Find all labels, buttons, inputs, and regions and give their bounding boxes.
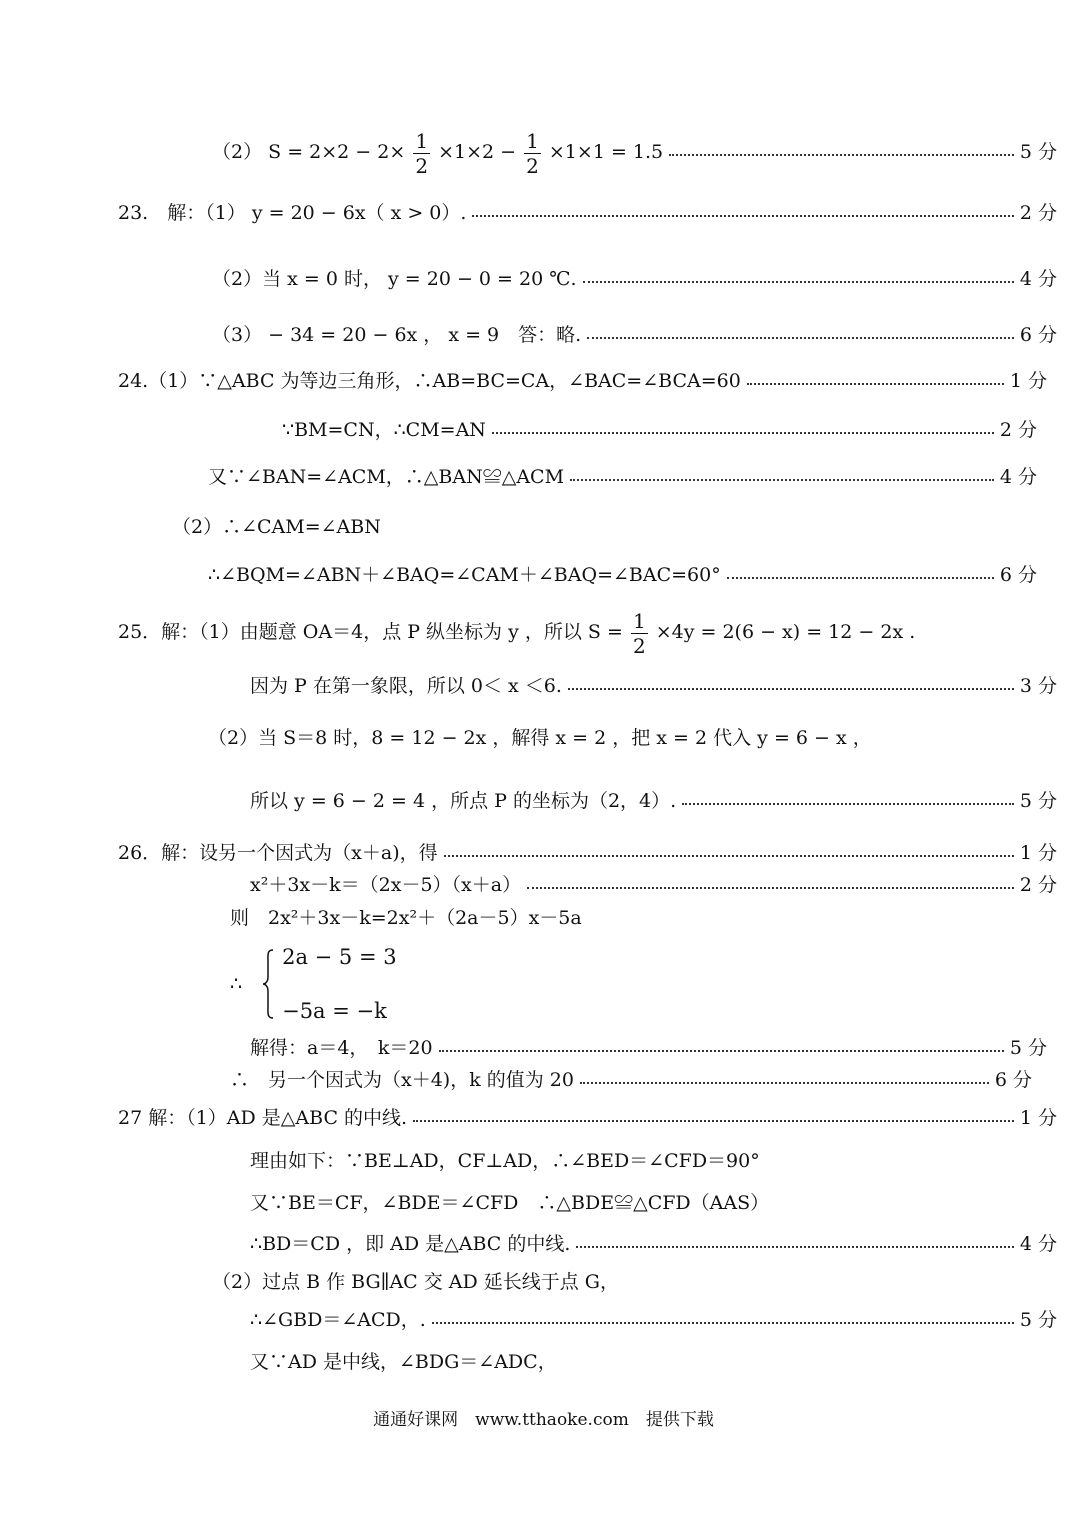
page-footer: 通通好课网 www.tthaoke.com 提供下载 xyxy=(373,1410,714,1430)
score: 4 分 xyxy=(1019,1233,1057,1255)
answer-text: 理由如下：∵BE⊥AD，CF⊥AD，∴∠BED＝∠CFD＝90° xyxy=(250,1150,760,1172)
line-26-1 xyxy=(118,838,1057,868)
fraction: $\frac{1}{2}$ xyxy=(415,128,429,178)
leader-dots xyxy=(576,1246,1013,1248)
line-24-4 xyxy=(172,512,381,542)
formula-text: ×1×1 = 1.5 xyxy=(548,141,664,163)
line-23-1 xyxy=(118,198,1057,228)
fraction: $\frac{1}{2}$ xyxy=(632,608,646,658)
line-27-4 xyxy=(250,1229,1057,1259)
line-25-2 xyxy=(250,671,1057,701)
answer-text: 25．解：（1）由题意 OA＝4，点 P 纵坐标为 y ，所以 S = xyxy=(118,621,629,643)
score: 5 分 xyxy=(1019,141,1057,163)
leader-dots xyxy=(727,577,994,579)
leader-dots xyxy=(583,281,1014,283)
score: 6 分 xyxy=(999,564,1037,586)
score: 5 分 xyxy=(1019,1309,1057,1331)
answer-text: 23. 解：（1） y = 20 − 6x（ x > 0）. xyxy=(118,202,467,224)
leader-dots xyxy=(492,432,994,434)
score: 4 分 xyxy=(1019,268,1057,290)
score: 5 分 xyxy=(1009,1037,1047,1059)
score: 1 分 xyxy=(1019,842,1057,864)
answer-text: 又∵BE＝CF，∠BDE＝∠CFD ∴△BDE≌△CFD（AAS） xyxy=(250,1192,770,1214)
answer-text: ∵BM=CN，∴CM=AN xyxy=(282,419,486,441)
line-23-3 xyxy=(212,320,1057,350)
equation-1: 2a − 5 = 3 xyxy=(282,945,397,969)
line-26-5 xyxy=(230,1065,1032,1095)
line-27-1 xyxy=(118,1103,1057,1133)
part-label: （2） xyxy=(212,141,263,163)
leader-dots xyxy=(568,688,1014,690)
line-25-4 xyxy=(250,786,1057,816)
leader-dots xyxy=(570,479,994,481)
leader-dots xyxy=(527,887,1014,889)
equation-2: −5a = −k xyxy=(282,999,387,1023)
score: 6 分 xyxy=(1019,324,1057,346)
score: 2 分 xyxy=(1019,202,1057,224)
leader-dots xyxy=(682,803,1014,805)
score: 1 分 xyxy=(1019,1107,1057,1129)
answer-text: ∴∠BQM=∠ABN＋∠BAQ=∠CAM＋∠BAQ=∠BAC=60° xyxy=(208,564,721,586)
left-brace-icon xyxy=(262,949,274,1019)
score: 2 分 xyxy=(999,419,1037,441)
leader-dots xyxy=(432,1322,1014,1324)
line-24-3 xyxy=(208,462,1037,492)
score: 5 分 xyxy=(1019,790,1057,812)
answer-text: 又∵∠BAN=∠ACM，∴△BAN≌△ACM xyxy=(208,466,565,488)
line-24-2 xyxy=(282,415,1037,445)
answer-text: （3） − 34 = 20 − 6x ， x = 9 答：略. xyxy=(212,324,582,346)
line-23-2 xyxy=(212,264,1057,294)
line-27-7 xyxy=(250,1347,557,1377)
answer-text: ∴ 另一个因式为（x＋4)，k 的值为 20 xyxy=(230,1069,574,1091)
line-26-3 xyxy=(230,903,582,933)
formula-text: S = 2×2 − 2× xyxy=(268,141,406,163)
fraction: $\frac{1}{2}$ xyxy=(526,128,539,178)
answer-text: 27 解：（1）AD 是△ABC 的中线. xyxy=(118,1107,408,1129)
answer-text: 因为 P 在第一象限，所以 0＜ x ＜6. xyxy=(250,675,562,697)
leader-dots xyxy=(587,337,1014,339)
equation-system xyxy=(230,944,397,1024)
answer-text: 又∵AD 是中线，∠BDG＝∠ADC， xyxy=(250,1351,557,1373)
answer-text: （2）当 x = 0 时， y = 20 − 0 = 20 ℃. xyxy=(212,268,577,290)
leader-dots xyxy=(413,1120,1014,1122)
leader-dots xyxy=(747,383,1004,385)
line-24-1 xyxy=(118,366,1047,396)
line-25-1 xyxy=(118,602,915,662)
answer-text: 解得：a＝4， k＝20 xyxy=(250,1037,433,1059)
line-24-5 xyxy=(208,560,1037,590)
formula-text: ×4y = 2(6 − x) = 12 − 2x . xyxy=(655,621,916,643)
leader-dots xyxy=(580,1082,989,1084)
line-27-2 xyxy=(250,1146,760,1176)
leader-dots xyxy=(472,215,1013,217)
line-22-2 xyxy=(212,122,1057,182)
score: 4 分 xyxy=(999,466,1037,488)
leader-dots xyxy=(444,855,1014,857)
answer-text: ∴BD＝CD ，即 AD 是△ABC 的中线. xyxy=(250,1233,571,1255)
answer-text: 26．解：设另一个因式为（x＋a)，得 xyxy=(118,842,438,864)
leader-dots xyxy=(669,154,1014,156)
answer-text: 则 2x²＋3x－k=2x²＋（2a－5）x－5a xyxy=(230,907,582,929)
line-25-3 xyxy=(208,723,872,753)
answer-text: 所以 y = 6 − 2 = 4 ，所点 P 的坐标为（2，4）. xyxy=(250,790,677,812)
answer-text: x²＋3x－k＝（2x－5）（x＋a） xyxy=(250,874,522,896)
answer-text: （2）∴∠CAM=∠ABN xyxy=(172,516,381,538)
score: 6 分 xyxy=(994,1069,1032,1091)
answer-text: （2）当 S＝8 时，8 = 12 − 2x ，解得 x = 2 ，把 x = 2 代入 y = 6 − x ， xyxy=(208,727,872,749)
line-27-5 xyxy=(212,1267,619,1297)
line-27-6 xyxy=(250,1305,1057,1335)
formula-text: ×1×2 − xyxy=(438,141,523,163)
therefore-symbol: ∴ xyxy=(230,973,243,995)
line-27-3 xyxy=(250,1188,769,1218)
answer-text: （2）过点 B 作 BG∥AC 交 AD 延长线于点 G， xyxy=(212,1271,619,1293)
score: 2 分 xyxy=(1019,874,1057,896)
line-26-2 xyxy=(250,870,1057,900)
score: 1 分 xyxy=(1009,370,1047,392)
answer-text: 24.（1）∵△ABC 为等边三角形，∴AB=BC=CA，∠BAC=∠BCA=60 xyxy=(118,370,741,392)
leader-dots xyxy=(439,1050,1004,1052)
score: 3 分 xyxy=(1019,675,1057,697)
answer-text: ∴∠GBD＝∠ACD，. xyxy=(250,1309,426,1331)
line-26-4 xyxy=(250,1033,1047,1063)
